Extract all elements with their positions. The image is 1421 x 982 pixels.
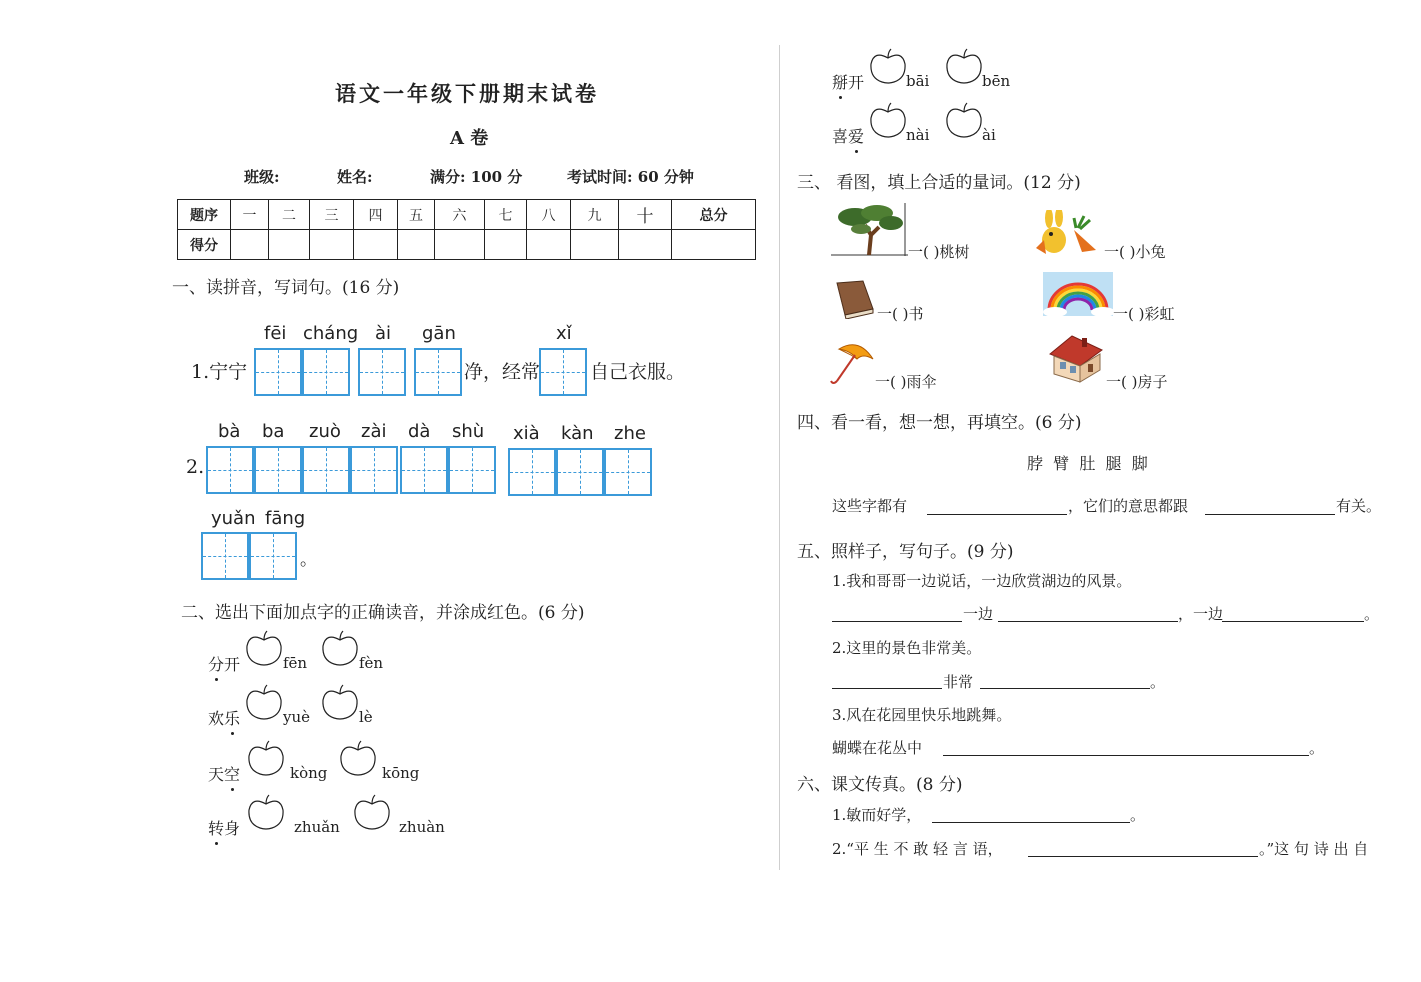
pinyin-option: zhuǎn <box>294 818 340 836</box>
s5-q3-start: 蝴蝶在花丛中 <box>832 739 923 757</box>
apple-icon[interactable] <box>320 684 360 722</box>
pinyin-option: kōng <box>382 764 420 782</box>
word-char: 爱 <box>848 124 864 147</box>
writing-grid-cell[interactable] <box>556 448 604 496</box>
pinyin: bà <box>218 421 241 442</box>
measure-word-blank-2[interactable]: 一( )小兔 <box>1104 243 1166 261</box>
word-char: 开 <box>224 655 241 674</box>
table-cell: 五 <box>398 200 435 230</box>
s5-q3-end: 。 <box>1309 739 1325 757</box>
table-cell: 三 <box>310 200 354 230</box>
writing-grid-cell[interactable] <box>302 446 350 494</box>
name-label: 姓名: <box>337 168 373 186</box>
rainbow-picture <box>1043 272 1113 316</box>
score-cell[interactable] <box>398 230 435 260</box>
pinyin-option: ài <box>982 126 996 144</box>
pronunciation-word <box>208 706 240 729</box>
word-char: 掰 <box>832 70 848 93</box>
pinyin-option: bāi <box>906 72 930 90</box>
page-title: 语文一年级下册期末试卷 <box>335 81 599 106</box>
s5-q2-word: 非常 <box>943 673 974 691</box>
house-picture <box>1046 332 1106 384</box>
s5-q1-word-a: 一边 <box>963 605 994 623</box>
s5-example-3: 3.风在花园里快乐地跳舞。 <box>832 706 1012 724</box>
writing-grid-cell[interactable] <box>254 348 302 396</box>
score-cell[interactable] <box>269 230 310 260</box>
full-score: 满分: 100 分 <box>430 168 523 186</box>
s6-q2-end: 。”这 句 诗 出 自 <box>1259 840 1369 858</box>
section-3-heading: 三、 看图，填上合适的量词。(12 分) <box>797 173 1081 193</box>
pinyin: fāng <box>265 508 306 529</box>
answer-line[interactable] <box>832 688 942 689</box>
word-char: 喜 <box>832 127 849 146</box>
word-char: 身 <box>224 819 241 838</box>
table-cell: 七 <box>485 200 527 230</box>
pinyin: shù <box>452 421 485 442</box>
measure-word-blank-5[interactable]: 一( )雨伞 <box>875 373 937 391</box>
measure-word-blank-3[interactable]: 一( )书 <box>877 305 924 323</box>
apple-icon[interactable] <box>944 48 984 86</box>
score-cell[interactable] <box>354 230 398 260</box>
pinyin: xǐ <box>556 323 572 344</box>
q2-end: 。 <box>300 550 317 570</box>
s4-sentence-end: 有关。 <box>1336 497 1382 515</box>
pronunciation-word <box>208 652 240 675</box>
pinyin-option: yuè <box>283 708 311 726</box>
q1-start: 1.宁宁 <box>191 361 248 383</box>
pinyin: kàn <box>561 423 594 444</box>
writing-grid-cell[interactable] <box>508 448 556 496</box>
apple-icon[interactable] <box>868 48 908 86</box>
table-cell: 八 <box>527 200 571 230</box>
answer-line[interactable] <box>832 621 962 622</box>
peach-tree-picture <box>831 203 908 256</box>
measure-word-blank-1[interactable]: 一( )桃树 <box>908 243 970 261</box>
apple-icon[interactable] <box>944 102 984 140</box>
pronunciation-word <box>832 124 864 147</box>
table-cell: 题序 <box>178 200 231 230</box>
apple-icon[interactable] <box>868 102 908 140</box>
pinyin-option: zhuàn <box>399 818 445 836</box>
word-char: 乐 <box>224 706 240 729</box>
writing-grid-cell[interactable] <box>350 446 398 494</box>
writing-grid-cell[interactable] <box>400 446 448 494</box>
pinyin: yuǎn <box>211 508 256 529</box>
umbrella-picture <box>829 339 875 387</box>
writing-grid-cell[interactable] <box>448 446 496 494</box>
page-divider <box>779 45 780 870</box>
table-cell: 二 <box>269 200 310 230</box>
pinyin: ài <box>375 323 392 344</box>
pinyin-option: lè <box>359 708 373 726</box>
s5-example-2: 2.这里的景色非常美。 <box>832 639 982 657</box>
answer-line[interactable] <box>1028 856 1258 857</box>
rabbit-picture <box>1034 210 1104 256</box>
word-char: 欢 <box>208 709 225 728</box>
pinyin: dà <box>408 421 431 442</box>
s4-sentence-start: 这些字都有 <box>832 497 908 515</box>
writing-grid-cell[interactable] <box>414 348 462 396</box>
writing-grid-cell[interactable] <box>302 348 350 396</box>
apple-icon[interactable] <box>246 740 286 778</box>
pronunciation-word <box>208 762 240 785</box>
score-cell[interactable] <box>619 230 672 260</box>
apple-icon[interactable] <box>338 740 378 778</box>
section-1-heading: 一、读拼音，写词句。(16 分) <box>172 278 400 298</box>
pinyin: fēi <box>264 323 287 344</box>
pinyin: zuò <box>309 421 341 442</box>
writing-grid-cell[interactable] <box>249 532 297 580</box>
table-cell: 九 <box>571 200 619 230</box>
apple-icon[interactable] <box>244 684 284 722</box>
pinyin-option: fēn <box>283 654 308 672</box>
measure-word-blank-4[interactable]: 一( )彩虹 <box>1113 305 1175 323</box>
score-cell[interactable] <box>231 230 269 260</box>
answer-line[interactable] <box>927 514 1067 515</box>
pinyin-option: nài <box>906 126 930 144</box>
table-cell: 总分 <box>672 200 756 230</box>
writing-grid-cell[interactable] <box>206 446 254 494</box>
apple-icon[interactable] <box>246 794 286 832</box>
s4-sentence-middle: ，它们的意思都跟 <box>1068 497 1189 515</box>
section-4-heading: 四、看一看，想一想，再填空。(6 分) <box>797 413 1082 433</box>
q2-number: 2. <box>186 456 205 478</box>
s6-q1-start: 1.敏而好学， <box>832 806 922 824</box>
word-char: 分 <box>208 652 224 675</box>
s5-example-1: 1.我和哥哥一边说话，一边欣赏湖边的风景。 <box>832 572 1132 590</box>
pinyin: zài <box>361 421 387 442</box>
book-picture <box>831 279 877 319</box>
table-cell: 得分 <box>178 230 231 260</box>
pinyin-option: kòng <box>290 764 328 782</box>
score-table <box>177 199 756 260</box>
pinyin: zhe <box>614 423 646 444</box>
writing-grid-cell[interactable] <box>254 446 302 494</box>
pinyin: gān <box>422 323 456 344</box>
pronunciation-word <box>832 70 864 93</box>
page-subtitle: A 卷 <box>450 128 489 149</box>
table-cell: 一 <box>231 200 269 230</box>
exam-time: 考试时间: 60 分钟 <box>567 168 694 186</box>
writing-grid-cell[interactable] <box>358 348 406 396</box>
answer-line[interactable] <box>1205 514 1335 515</box>
apple-icon[interactable] <box>320 630 360 668</box>
writing-grid-cell[interactable] <box>539 348 587 396</box>
score-table-header-row <box>178 200 756 230</box>
pinyin-option: bēn <box>982 72 1011 90</box>
word-char: 天 <box>208 765 225 784</box>
section-2-heading: 二、选出下面加点字的正确读音，并涂成红色。(6 分) <box>181 603 585 623</box>
score-cell[interactable] <box>571 230 619 260</box>
apple-icon[interactable] <box>244 630 284 668</box>
answer-line[interactable] <box>932 822 1130 823</box>
measure-word-blank-6[interactable]: 一( )房子 <box>1106 373 1168 391</box>
s5-q1-word-b: ，一边 <box>1178 605 1224 623</box>
word-char: 空 <box>224 762 240 785</box>
q1-middle: 净，经常 <box>464 361 541 383</box>
table-cell: 四 <box>354 200 398 230</box>
score-cell[interactable] <box>310 230 354 260</box>
score-cell[interactable] <box>527 230 571 260</box>
answer-line[interactable] <box>998 621 1178 622</box>
word-char: 转 <box>208 816 224 839</box>
pronunciation-word <box>208 816 240 839</box>
s5-q2-end: 。 <box>1150 673 1166 691</box>
pinyin: xià <box>513 423 540 444</box>
apple-icon[interactable] <box>352 794 392 832</box>
score-cell[interactable] <box>485 230 527 260</box>
pinyin-option: fèn <box>359 654 384 672</box>
class-label: 班级: <box>244 168 280 186</box>
radical-characters: 脖 臂 肚 腿 脚 <box>1027 454 1148 473</box>
section-5-heading: 五、照样子，写句子。(9 分) <box>797 542 1014 562</box>
section-6-heading: 六、课文传真。(8 分) <box>797 775 963 795</box>
table-cell: 六 <box>435 200 485 230</box>
answer-line[interactable] <box>943 755 1309 756</box>
answer-line[interactable] <box>980 688 1150 689</box>
table-cell: 十 <box>619 200 672 230</box>
s5-q1-end: 。 <box>1364 605 1380 623</box>
score-cell[interactable] <box>672 230 756 260</box>
word-char: 开 <box>848 73 865 92</box>
s6-q1-end: 。 <box>1130 806 1146 824</box>
score-cell[interactable] <box>435 230 485 260</box>
pinyin: cháng <box>303 323 359 344</box>
writing-grid-cell[interactable] <box>604 448 652 496</box>
pinyin: ba <box>262 421 285 442</box>
s6-q2-start: 2.“平 生 不 敢 轻 言 语， <box>832 840 1003 858</box>
answer-line[interactable] <box>1222 621 1364 622</box>
q1-end: 自己衣服。 <box>590 361 686 383</box>
writing-grid-cell[interactable] <box>201 532 249 580</box>
score-table-score-row <box>178 230 756 260</box>
